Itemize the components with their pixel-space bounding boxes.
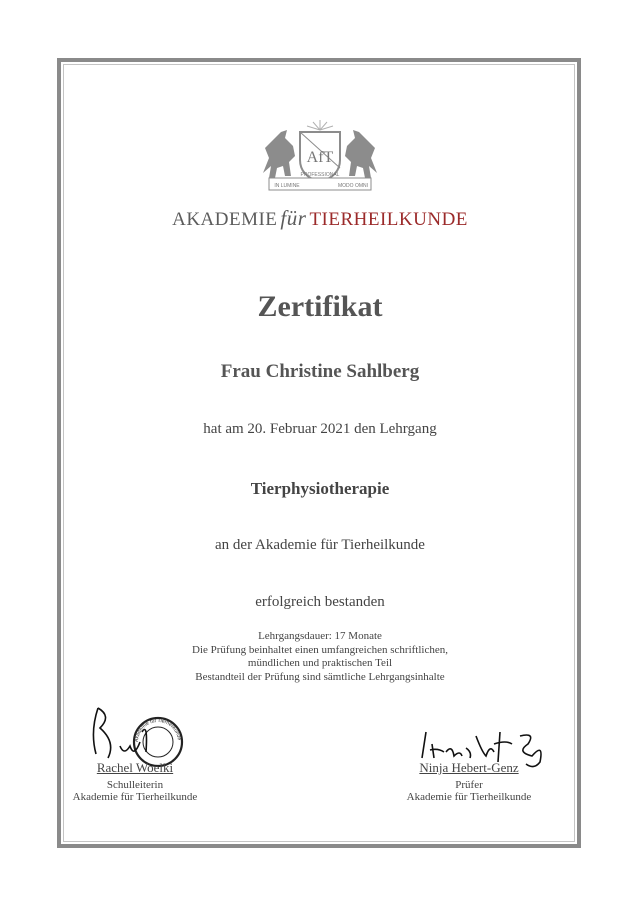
brand-part-akademie: AKADEMIE [172,209,278,230]
right-signature-block [349,700,589,803]
sun-rays-icon [307,120,333,130]
ribbon-center: PROFESSIONAL [300,172,340,178]
ribbon-right: MODO OMNI [338,183,368,189]
course-name: Tierphysiotherapie [250,479,390,498]
course-details [0,630,640,684]
brand-part-tierheilkunde: TIERHEILKUNDE [309,209,468,230]
academy-crest-logo [255,118,385,196]
detail-line: Bestandteil der Prüfung sind sämtliche Lehrgangsinhalte [195,670,445,683]
left-signer-role: Schulleiterin [106,779,164,791]
right-signer-org: Akademie für Tierheilkunde [406,791,532,803]
left-horse-icon [263,130,295,178]
crest-monogram: AfT [306,149,334,166]
left-signature-block [15,700,255,803]
detail-line: Die Prüfung beinhaltet einen umfangreichen schriftlichen, [192,643,448,656]
right-signer-role: Prüfer [455,779,483,791]
left-signer-org: Akademie für Tierheilkunde [72,791,198,803]
recipient-name: Frau Christine Sahlberg [220,361,420,382]
result-line: erfolgreich bestanden [255,594,385,610]
academy-wordmark [0,206,640,231]
detail-line: mündlichen und praktischen Teil [247,657,393,669]
ribbon-left: IN LUMINE [274,183,300,189]
right-horse-icon [345,130,377,178]
detail-line: Lehrgangsdauer: 17 Monate [258,630,382,642]
brand-part-fuer: für [280,206,307,230]
date-line: hat am 20. Februar 2021 den Lehrgang [203,421,437,437]
right-signer-name: Ninja Hebert-Genz [419,760,519,775]
left-signer-name: Rachel Woelki [96,760,174,775]
institution-line: an der Akademie für Tierheilkunde [215,537,425,553]
stamp-text: Akademie für Tierheilkunde [133,717,182,743]
certificate-title: Zertifikat [257,290,383,323]
